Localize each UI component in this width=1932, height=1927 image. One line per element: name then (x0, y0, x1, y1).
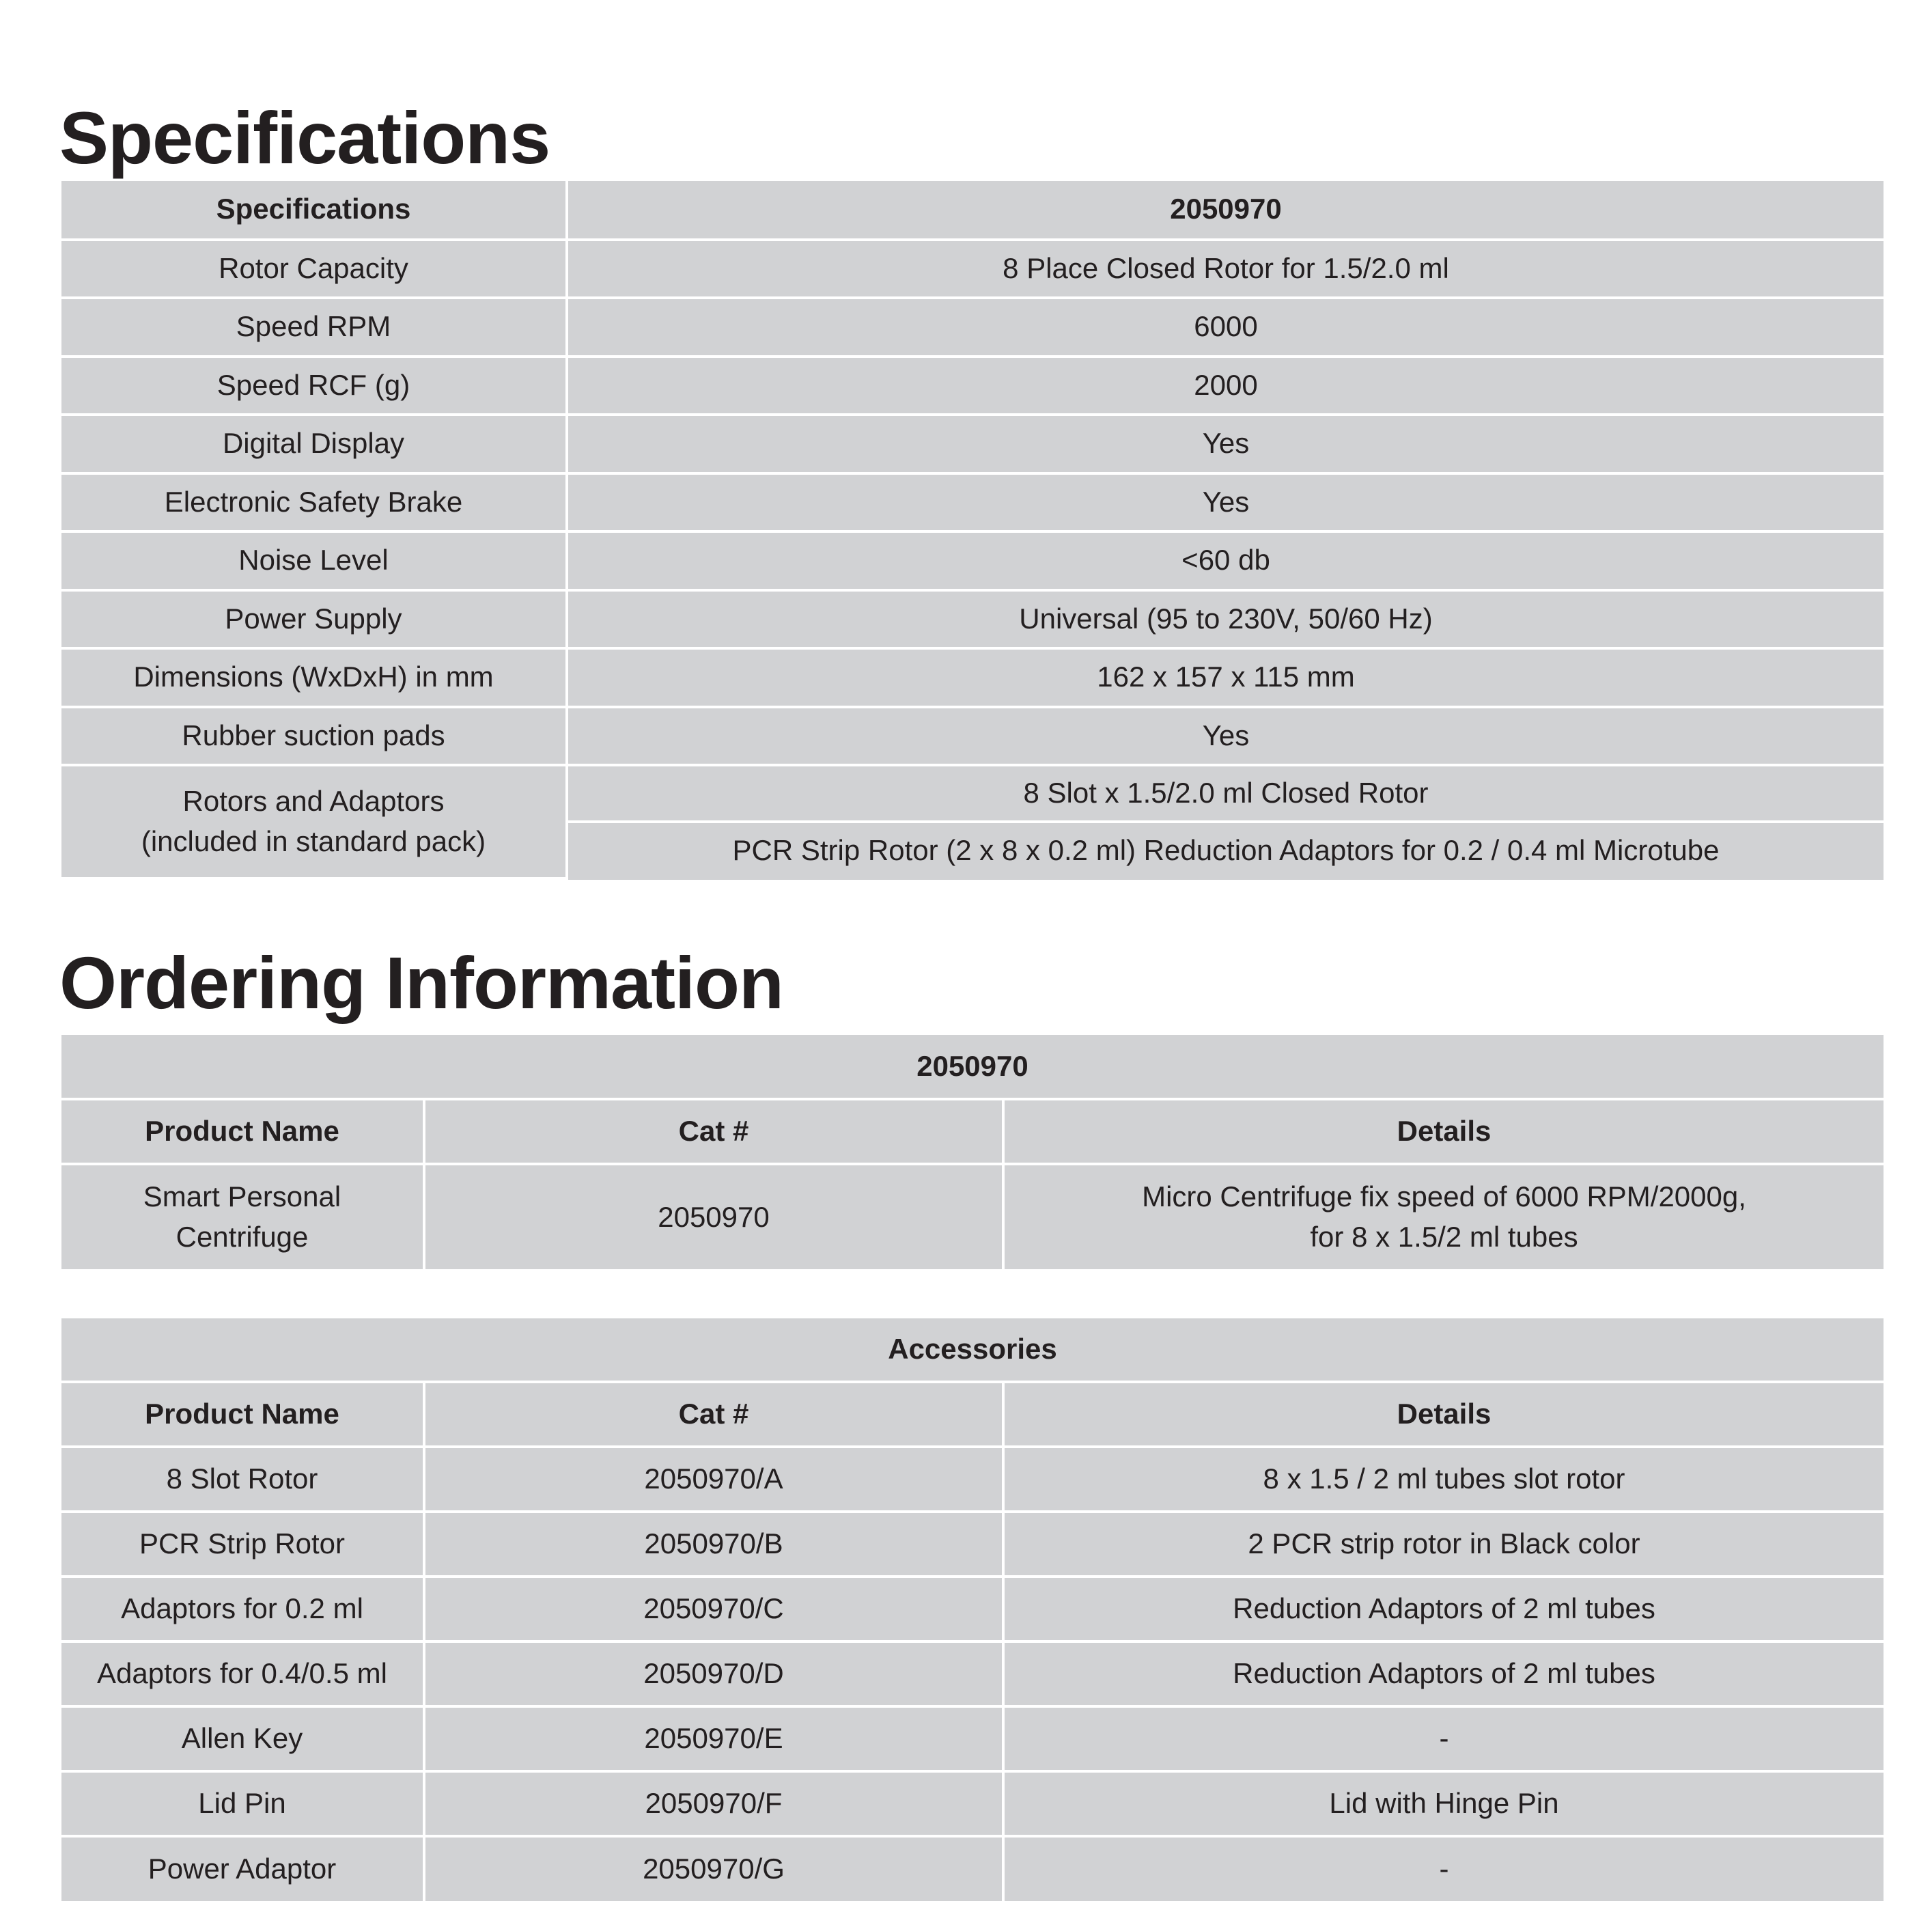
product-name: Smart Personal Centrifuge (61, 1164, 424, 1269)
spec-row (61, 298, 1884, 357)
table-row (61, 1836, 1884, 1901)
spec-row (61, 473, 1884, 532)
table-row (61, 1577, 1884, 1641)
accessories-table (61, 1318, 1884, 1901)
product-details: - (1003, 1836, 1884, 1901)
spec-header-row (61, 181, 1884, 240)
ordering-information-heading: Ordering Information (59, 941, 783, 1024)
product-details: Micro Centrifuge fix speed of 6000 RPM/2000g, for 8 x 1.5/2 ml tubes (1003, 1164, 1884, 1269)
column-header-details: Details (1003, 1099, 1884, 1164)
cat-number: 2050970/E (424, 1706, 1003, 1771)
spec-label: Power Supply (61, 590, 567, 649)
spec-value: Universal (95 to 230V, 50/60 Hz) (567, 590, 1884, 649)
cat-number: 2050970/C (424, 1577, 1003, 1641)
cat-number: 2050970/A (424, 1447, 1003, 1512)
column-header-product-name: Product Name (61, 1099, 424, 1164)
table-row (61, 1771, 1884, 1836)
product-name: 8 Slot Rotor (61, 1447, 424, 1512)
specifications-table (61, 181, 1884, 880)
product-details: 8 x 1.5 / 2 ml tubes slot rotor (1003, 1447, 1884, 1512)
accessories-title-row (61, 1318, 1884, 1382)
ordering-table (61, 1035, 1884, 1269)
spec-value: 8 Place Closed Rotor for 1.5/2.0 ml (567, 240, 1884, 299)
spec-value: Yes (567, 707, 1884, 766)
cat-number: 2050970/G (424, 1836, 1003, 1901)
product-details: Reduction Adaptors of 2 ml tubes (1003, 1641, 1884, 1706)
spec-row (61, 357, 1884, 415)
table-row (61, 1447, 1884, 1512)
table-row (61, 1512, 1884, 1577)
product-details: - (1003, 1706, 1884, 1771)
column-header-product-name: Product Name (61, 1382, 424, 1447)
column-header-cat: Cat # (424, 1382, 1003, 1447)
spec-label: Electronic Safety Brake (61, 473, 567, 532)
cat-number: 2050970/B (424, 1512, 1003, 1577)
column-header-details: Details (1003, 1382, 1884, 1447)
product-name: PCR Strip Rotor (61, 1512, 424, 1577)
ordering-title: 2050970 (61, 1035, 1884, 1099)
spec-value: Yes (567, 473, 1884, 532)
cat-number: 2050970 (424, 1164, 1003, 1269)
spec-label: Speed RPM (61, 298, 567, 357)
spec-label: Speed RCF (g) (61, 357, 567, 415)
table-row (61, 1641, 1884, 1706)
spec-value-rotor-2: PCR Strip Rotor (2 x 8 x 0.2 ml) Reduction Adaptors for 0.2 / 0.4 ml Microtube (567, 822, 1884, 878)
product-details: Reduction Adaptors of 2 ml tubes (1003, 1577, 1884, 1641)
product-name: Power Adaptor (61, 1836, 424, 1901)
product-name: Lid Pin (61, 1771, 424, 1836)
spec-value: <60 db (567, 531, 1884, 590)
accessories-header-row (61, 1382, 1884, 1447)
spec-row (61, 531, 1884, 590)
spec-label-rotors: Rotors and Adaptors (included in standard pack) (61, 765, 567, 878)
spec-row (61, 590, 1884, 649)
spec-label: Noise Level (61, 531, 567, 590)
accessories-title: Accessories (61, 1318, 1884, 1382)
spec-label: Rotor Capacity (61, 240, 567, 299)
cat-number: 2050970/F (424, 1771, 1003, 1836)
product-details: Lid with Hinge Pin (1003, 1771, 1884, 1836)
product-name: Adaptors for 0.2 ml (61, 1577, 424, 1641)
spec-header-model: 2050970 (567, 181, 1884, 240)
spec-value-rotor-1: 8 Slot x 1.5/2.0 ml Closed Rotor (567, 765, 1884, 822)
specifications-heading: Specifications (59, 96, 550, 179)
ordering-header-row (61, 1099, 1884, 1164)
spec-row-rotors (61, 765, 1884, 822)
spec-label: Rubber suction pads (61, 707, 567, 766)
product-name: Allen Key (61, 1706, 424, 1771)
product-details: 2 PCR strip rotor in Black color (1003, 1512, 1884, 1577)
spec-row (61, 648, 1884, 707)
cat-number: 2050970/D (424, 1641, 1003, 1706)
table-row (61, 1164, 1884, 1269)
spec-value: Yes (567, 415, 1884, 473)
ordering-title-row (61, 1035, 1884, 1099)
spec-label: Dimensions (WxDxH) in mm (61, 648, 567, 707)
table-row (61, 1706, 1884, 1771)
column-header-cat: Cat # (424, 1099, 1003, 1164)
spec-row (61, 240, 1884, 299)
spec-row (61, 415, 1884, 473)
spec-label: Digital Display (61, 415, 567, 473)
spec-value: 162 x 157 x 115 mm (567, 648, 1884, 707)
spec-row (61, 707, 1884, 766)
product-name: Adaptors for 0.4/0.5 ml (61, 1641, 424, 1706)
spec-header-label: Specifications (61, 181, 567, 240)
spec-value: 6000 (567, 298, 1884, 357)
spec-value: 2000 (567, 357, 1884, 415)
